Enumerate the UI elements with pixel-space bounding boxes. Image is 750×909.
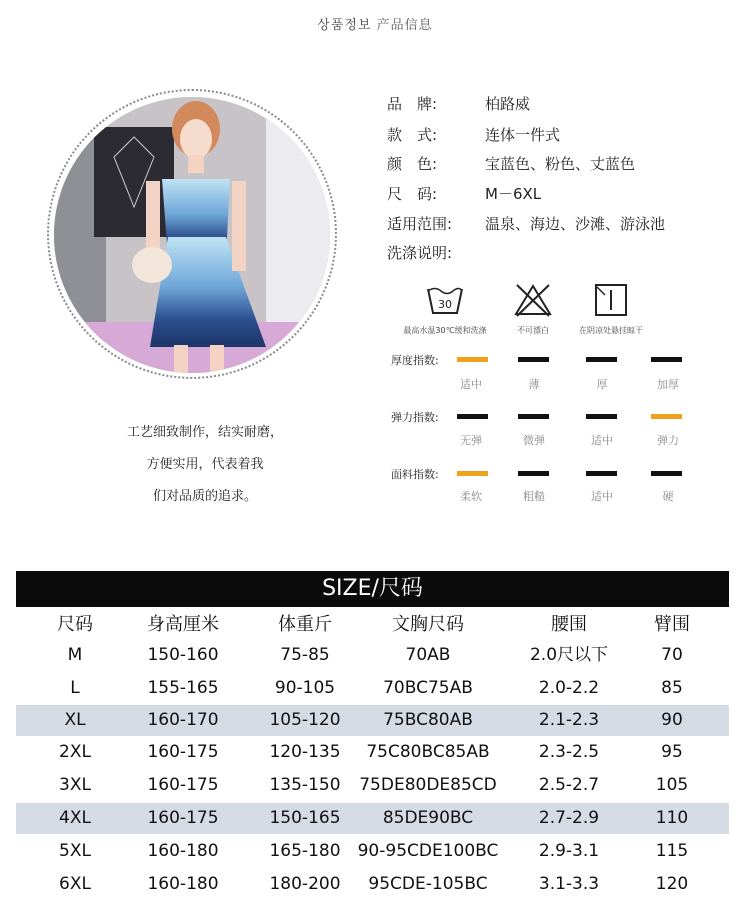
spec-value: 温泉、海边、沙滩、游泳池 — [485, 215, 666, 233]
spec-label: 品 牌: — [387, 95, 438, 113]
table-cell: 85DE90BC — [382, 808, 474, 828]
index-bar — [457, 414, 488, 419]
table-row — [16, 673, 729, 704]
table-cell: 2XL — [59, 742, 91, 762]
index-option-label: 适中 — [460, 378, 482, 391]
index-option-label: 加厚 — [657, 378, 679, 391]
table-cell: 3.1-3.3 — [538, 874, 600, 894]
index-option-label: 适中 — [591, 490, 613, 503]
table-cell: 160-180 — [147, 841, 219, 861]
table-cell: 90 — [661, 710, 683, 730]
table-cell: 85 — [661, 678, 683, 698]
index-option-label: 厚 — [596, 378, 608, 391]
table-header-row — [16, 609, 729, 640]
table-header-cell: 腰围 — [551, 614, 587, 635]
table-cell: 110 — [655, 808, 689, 828]
spec-brand — [387, 93, 530, 114]
table-cell: 105-120 — [269, 710, 341, 730]
index-option-label: 微弹 — [523, 434, 545, 447]
wash-30-block — [395, 283, 495, 336]
spec-usage — [387, 213, 665, 234]
table-cell: 160-170 — [147, 710, 219, 730]
spec-value: 连体一件式 — [485, 126, 561, 144]
table-cell: 5XL — [59, 841, 91, 861]
header-title-cn: 产品信息 — [376, 18, 433, 33]
slogan-line-1: 工艺细致制作，结实耐磨， — [126, 425, 283, 440]
table-cell: 95CDE-105BC — [368, 874, 488, 894]
index-option-label: 适中 — [591, 434, 613, 447]
table-cell: 70 — [661, 645, 683, 665]
spec-color — [387, 153, 635, 174]
spec-value: 宝蓝色、粉色、丈蓝色 — [485, 155, 636, 173]
table-cell: 155-165 — [147, 678, 219, 698]
table-cell: L — [70, 678, 80, 698]
table-cell: 2.9-3.1 — [538, 841, 600, 861]
table-cell: 160-180 — [147, 874, 219, 894]
table-header-cell: 臂围 — [654, 614, 690, 635]
index-bar-selected — [457, 357, 488, 362]
table-row — [16, 836, 729, 867]
section-header — [0, 14, 750, 33]
table-cell: 75BC80AB — [383, 710, 473, 730]
table-cell: 160-175 — [147, 808, 219, 828]
table-cell: 120-135 — [269, 742, 341, 762]
index-option-label: 无弹 — [460, 434, 482, 447]
spec-label: 款 式: — [387, 126, 438, 144]
line-dry-shade-icon — [591, 283, 631, 317]
table-cell: 6XL — [59, 874, 91, 894]
spec-value: M－6XL — [485, 185, 542, 203]
table-cell: 160-175 — [147, 742, 219, 762]
table-cell: 70BC75AB — [383, 678, 473, 698]
dry-caption: 在阴凉处悬挂晾干 — [579, 326, 643, 335]
table-cell: 3XL — [59, 775, 91, 795]
slogan-line-3: 们对品质的追求。 — [152, 489, 257, 504]
table-cell: 75DE80DE85CD — [359, 775, 497, 795]
table-header-cell: 体重斤 — [278, 614, 332, 635]
table-cell: 120 — [655, 874, 689, 894]
wash-30-icon — [425, 283, 465, 317]
table-cell: 2.0尺以下 — [529, 645, 609, 665]
table-row — [16, 803, 729, 834]
spec-label: 颜 色: — [387, 155, 438, 173]
index-bar-selected — [457, 471, 488, 476]
index-option-label: 薄 — [528, 378, 540, 391]
line-dry-block — [561, 283, 661, 336]
index-bar — [518, 414, 549, 419]
spec-label: 洗涤说明: — [387, 244, 453, 262]
index-option-label: 粗糙 — [523, 490, 545, 503]
header-title-kr: 상품정보 — [317, 18, 372, 33]
table-cell: 115 — [655, 841, 689, 861]
index-option-label: 柔软 — [460, 490, 482, 503]
spec-value: 柏路威 — [485, 95, 531, 113]
table-cell: 160-175 — [147, 775, 219, 795]
bleach-caption: 不可漂白 — [517, 326, 549, 335]
table-cell: 75C80BC85AB — [366, 742, 490, 762]
index-bar — [586, 357, 617, 362]
table-cell: 75-85 — [280, 645, 330, 665]
index-bar — [586, 414, 617, 419]
table-row — [16, 737, 729, 768]
table-cell: 70AB — [405, 645, 451, 665]
index-option-label: 硬 — [662, 490, 674, 503]
no-bleach-icon — [513, 283, 553, 317]
wash-caption: 最高水温30℃缓和洗涤 — [403, 326, 487, 335]
table-cell: 180-200 — [269, 874, 341, 894]
wash-temperature: 30 — [438, 298, 452, 311]
table-row — [16, 705, 729, 736]
table-cell: 150-165 — [269, 808, 341, 828]
spec-label: 尺 码: — [387, 185, 438, 203]
table-cell: 95 — [661, 742, 683, 762]
table-cell: M — [67, 645, 83, 665]
table-cell: 105 — [655, 775, 689, 795]
spec-style — [387, 124, 560, 145]
table-cell: 135-150 — [269, 775, 341, 795]
table-row — [16, 869, 729, 900]
table-header-cell: 文胸尺码 — [392, 614, 464, 635]
table-cell: 150-160 — [147, 645, 219, 665]
index-bar — [518, 471, 549, 476]
index-bar — [586, 471, 617, 476]
table-header-cell: 身高厘米 — [147, 614, 219, 635]
table-cell: 2.5-2.7 — [538, 775, 600, 795]
slogan-line-2: 方便实用，代表着我 — [146, 457, 264, 472]
table-cell: 2.1-2.3 — [538, 710, 600, 730]
table-cell: 2.3-2.5 — [538, 742, 600, 762]
table-cell: 2.7-2.9 — [538, 808, 600, 828]
product-photo — [54, 97, 330, 373]
table-row — [16, 640, 729, 671]
spec-size — [387, 183, 541, 204]
fabric-index-label: 面料指数: — [391, 468, 439, 481]
table-cell: 90-105 — [274, 678, 336, 698]
table-header-cell: 尺码 — [57, 614, 93, 635]
table-cell: 2.0-2.2 — [538, 678, 600, 698]
elasticity-index-label: 弹力指数: — [391, 411, 439, 424]
spec-label: 适用范围: — [387, 215, 453, 233]
size-table-title: SIZE/尺码 — [16, 571, 729, 607]
table-cell: 165-180 — [269, 841, 341, 861]
table-cell: XL — [64, 710, 86, 730]
thickness-index-label: 厚度指数: — [391, 354, 439, 367]
index-bar — [651, 357, 682, 362]
index-bar — [651, 471, 682, 476]
index-bar — [518, 357, 549, 362]
table-cell: 90-95CDE100BC — [357, 841, 499, 861]
index-option-label: 弹力 — [657, 434, 679, 447]
index-bar-selected — [651, 414, 682, 419]
table-row — [16, 770, 729, 801]
spec-washing — [387, 242, 485, 263]
table-cell: 4XL — [59, 808, 91, 828]
